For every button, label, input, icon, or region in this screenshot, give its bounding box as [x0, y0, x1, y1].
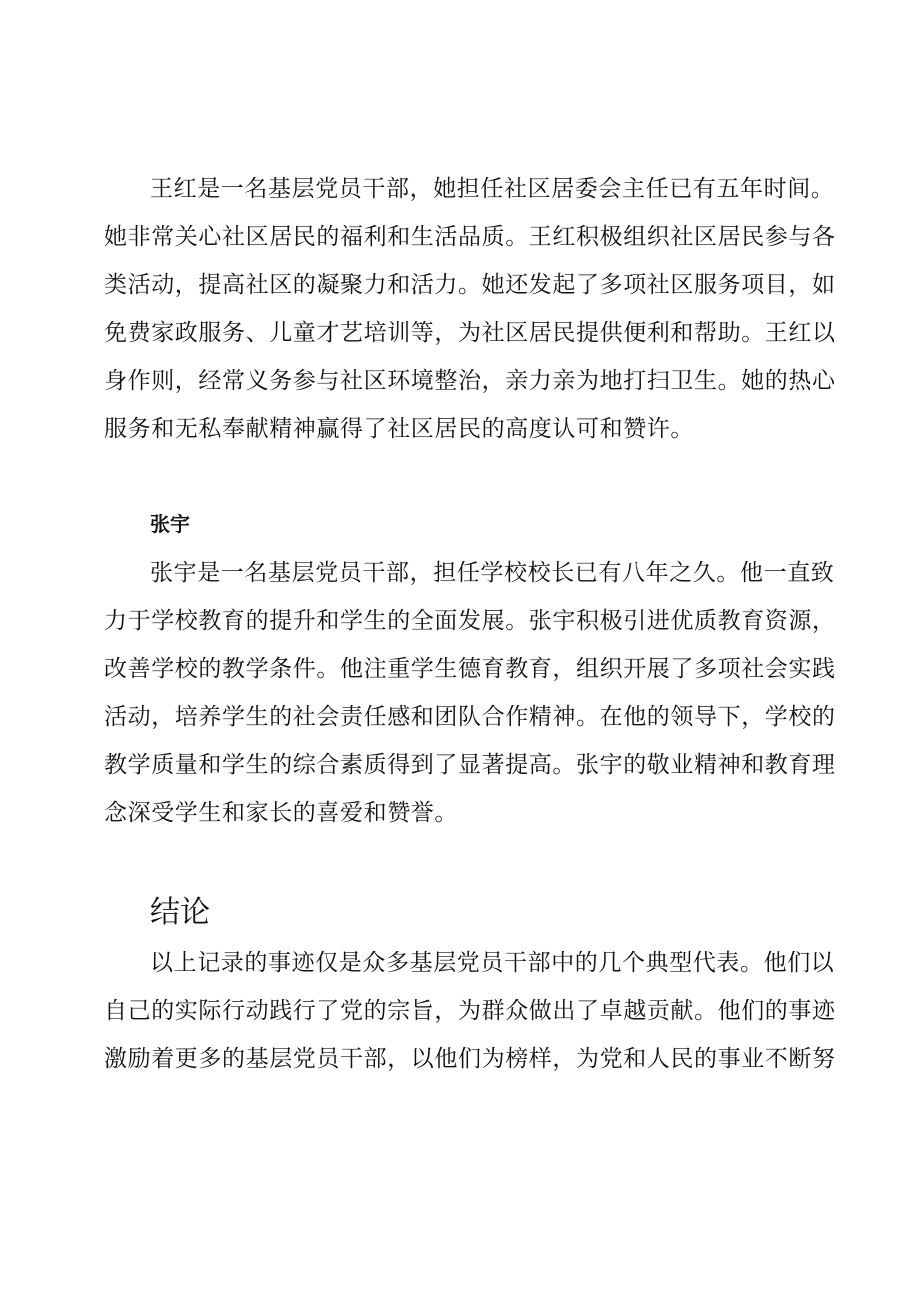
paragraph-line: 自己的实际行动践行了党的宗旨，为群众做出了卓越贡献。他们的事迹 — [104, 998, 836, 1024]
paragraph-line: 服务和无私奉献精神赢得了社区居民的高度认可和赞许。 — [104, 416, 694, 442]
paragraph-line: 张宇是一名基层党员干部，担任学校校长已有八年之久。他一直致 — [150, 560, 835, 586]
paragraph-line: 身作则，经常义务参与社区环境整治，亲力亲为地打扫卫生。她的热心 — [104, 368, 836, 394]
paragraph-line: 力于学校教育的提升和学生的全面发展。张宇积极引进优质教育资源， — [104, 608, 836, 634]
paragraph-line: 她非常关心社区居民的福利和生活品质。王红积极组织社区居民参与各 — [104, 224, 836, 250]
paragraph-line: 改善学校的教学条件。他注重学生德育教育，组织开展了多项社会实践 — [104, 656, 836, 682]
paragraph-line: 以上记录的事迹仅是众多基层党员干部中的几个典型代表。他们以 — [150, 950, 835, 976]
paragraph-line: 免费家政服务、儿童才艺培训等，为社区居民提供便利和帮助。王红以 — [104, 320, 836, 346]
paragraph-line: 教学质量和学生的综合素质得到了显著提高。张宇的敬业精神和教育理 — [104, 752, 836, 778]
paragraph-line: 活动，培养学生的社会责任感和团队合作精神。在他的领导下，学校的 — [104, 704, 836, 730]
section-title-conclusion: 结论 — [150, 895, 210, 930]
paragraph-line: 王红是一名基层党员干部，她担任社区居委会主任已有五年时间。 — [150, 176, 835, 202]
paragraph-line: 激励着更多的基层党员干部，以他们为榜样，为党和人民的事业不断努 — [104, 1046, 836, 1072]
section-title-zhangyu: 张宇 — [150, 512, 190, 536]
paragraph-line: 类活动，提高社区的凝聚力和活力。她还发起了多项社区服务项目，如 — [104, 272, 836, 298]
paragraph-line: 念深受学生和家长的喜爱和赞誉。 — [104, 800, 458, 826]
